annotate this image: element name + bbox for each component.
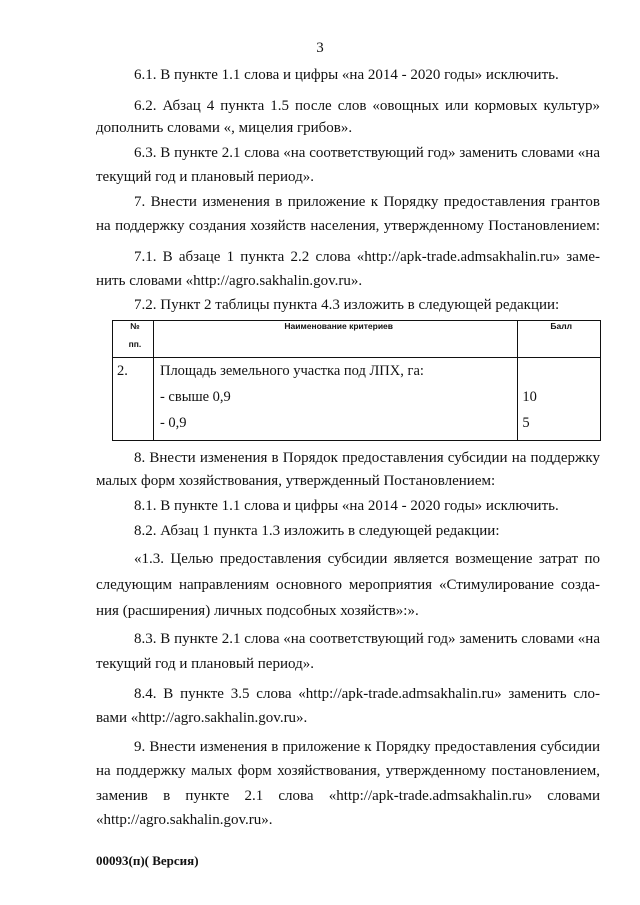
quote-1-3-line2: следующим направлениям основного мероприятия «Стимулирование созда- — [96, 577, 600, 593]
criteria-table — [112, 320, 601, 441]
table-header-row — [113, 321, 601, 358]
paragraph-8-2: 8.2. Абзац 1 пункта 1.3 изложить в следующей редакции: — [134, 523, 500, 539]
header-number — [113, 321, 154, 358]
paragraph-8-line2: малых форм хозяйствования, утвержденный Постановлением: — [96, 473, 496, 489]
paragraph-8-4-line1: 8.4. В пункте 3.5 слова «http://apk-trade.admsakhalin.ru» заменить сло- — [134, 686, 600, 702]
page-number: 3 — [316, 40, 324, 56]
criteria-item: - 0,9 — [159, 415, 187, 431]
table-row — [113, 358, 601, 441]
paragraph-7-2: 7.2. Пункт 2 таблицы пункта 4.3 изложить в следующей редакции: — [134, 297, 560, 313]
header-score: Балл — [518, 321, 601, 358]
paragraph-9-line1: 9. Внести изменения в приложение к Порядку предоставления субсидии — [134, 739, 600, 755]
paragraph-6-1: 6.1. В пункте 1.1 слова и цифры «на 2014 - 2020 годы» исключить. — [134, 67, 559, 83]
paragraph-7-1-line1: 7.1. В абзаце 1 пункта 2.2 слова «http://apk-trade.admsakhalin.ru» заме- — [134, 249, 600, 265]
paragraph-9-line2: на поддержку малых форм хозяйствования, утвержденному постановлением, — [96, 763, 600, 779]
score-item — [522, 358, 600, 384]
paragraph-8-3-line2: текущий год и плановый период». — [96, 656, 314, 672]
score-item: 10 — [522, 389, 537, 405]
criteria-item: - свыше 0,9 — [159, 389, 231, 405]
document-version-footer: 00093(п)( Версия) — [96, 853, 199, 868]
header-criteria-name: Наименование критериев — [153, 321, 517, 358]
paragraph-9-line3: заменив в пункте 2.1 слова «http://apk-trade.admsakhalin.ru» словами — [96, 788, 600, 804]
paragraph-8-line1: 8. Внести изменения в Порядок предоставления субсидии на поддержку — [134, 450, 600, 466]
paragraph-8-4-line2: вами «http://agro.sakhalin.gov.ru». — [96, 710, 308, 726]
row-criteria — [153, 358, 517, 441]
paragraph-6-2-line1: 6.2. Абзац 4 пункта 1.5 после слов «овощных или кормовых культур» — [134, 98, 600, 114]
quote-1-3-line1: «1.3. Целью предоставления субсидии является возмещение затрат по — [134, 551, 600, 567]
score-item: 5 — [522, 415, 530, 431]
row-scores — [518, 358, 601, 441]
row-number: 2. — [113, 358, 154, 441]
paragraph-9-line4: «http://agro.sakhalin.gov.ru». — [96, 812, 273, 828]
header-number-abbr: пп. — [128, 339, 142, 349]
paragraph-7-1-line2: нить словами «http://agro.sakhalin.gov.ru». — [96, 273, 363, 289]
paragraph-8-3-line1: 8.3. В пункте 2.1 слова «на соответствующий год» заменить словами «на — [134, 631, 600, 647]
paragraph-7-line1: 7. Внести изменения в приложение к Порядку предоставления грантов — [134, 194, 600, 210]
quote-1-3-line3: ния (расширения) личных подсобных хозяйств»:». — [96, 603, 419, 619]
paragraph-7-line2: на поддержку создания хозяйств населения, утвержденному Постановлением: — [96, 218, 600, 234]
paragraph-8-1: 8.1. В пункте 1.1 слова и цифры «на 2014 - 2020 годы» исключить. — [134, 498, 559, 514]
paragraph-6-3-line1: 6.3. В пункте 2.1 слова «на соответствующий год» заменить словами «на — [134, 145, 600, 161]
criteria-item: Площадь земельного участка под ЛПХ, га: — [159, 363, 424, 379]
paragraph-6-2-line2: дополнить словами «, мицелия грибов». — [96, 120, 353, 136]
header-number-sign: № — [130, 321, 140, 331]
paragraph-6-3-line2: текущий год и плановый период». — [96, 169, 314, 185]
